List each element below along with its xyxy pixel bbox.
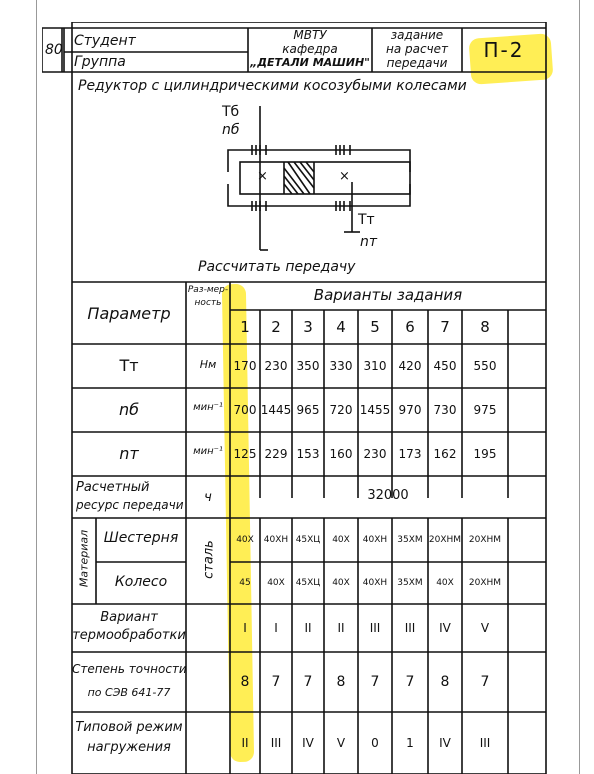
task-code: П-2 <box>483 38 525 62</box>
page-number: 80 <box>45 42 63 58</box>
gear-mark-right: × <box>339 169 350 184</box>
unit-nt: мин⁻¹ <box>193 446 223 457</box>
value-cell: 1455 <box>359 403 391 417</box>
value-cell: 229 <box>264 447 288 461</box>
value-cell: IV <box>439 736 451 750</box>
variant-number-5: 5 <box>370 318 380 336</box>
value-cell: 40ХН <box>263 535 289 545</box>
value-cell: 40Х <box>332 578 350 588</box>
value-cell: 160 <box>329 447 353 461</box>
resource-label-1: Расчетный <box>76 480 150 495</box>
value-cell: 230 <box>363 447 387 461</box>
param-nb: nб <box>118 400 139 419</box>
wheel-label: Колесо <box>114 574 168 590</box>
material-label: Материал <box>77 529 91 588</box>
value-cell: 310 <box>363 359 387 373</box>
value-cell: I <box>243 621 247 635</box>
resource-label-2: ресурс передачи <box>76 498 184 512</box>
unit-header: Раз-мер-ность <box>187 285 229 308</box>
param-nt: nт <box>119 444 139 463</box>
viewer-page-edge-right <box>579 0 580 774</box>
unit-nb: мин⁻¹ <box>193 402 223 413</box>
value-cell: 170 <box>233 359 257 373</box>
value-cell: 173 <box>398 447 422 461</box>
value-cell: 20ХНМ <box>428 535 462 545</box>
variant-number-8: 8 <box>480 318 490 336</box>
value-cell: 7 <box>303 674 313 690</box>
variant-number-7: 7 <box>440 318 450 336</box>
value-cell: III <box>404 621 416 635</box>
param-tt: Тт <box>119 356 139 375</box>
institute-name: МВТУ <box>293 28 327 42</box>
value-cell: 550 <box>473 359 497 373</box>
value-cell: 125 <box>233 447 257 461</box>
value-cell: 7 <box>480 674 490 690</box>
value-cell: 0 <box>371 736 379 750</box>
resource-unit: ч <box>204 490 212 505</box>
value-cell: 8 <box>240 674 250 690</box>
value-cell: 40ХН <box>362 535 388 545</box>
value-cell: 40Х <box>332 535 350 545</box>
task-line-3: передачи <box>386 56 448 70</box>
value-cell: 450 <box>433 359 457 373</box>
viewer-page-edge-left <box>36 0 37 774</box>
value-cell: 20ХНМ <box>468 578 502 588</box>
gear-mark-left: × <box>257 169 268 184</box>
output-speed-label: nт <box>360 234 378 250</box>
value-cell: 975 <box>473 403 497 417</box>
value-cell: 45 <box>239 578 251 588</box>
value-cell: IV <box>302 736 314 750</box>
value-cell: II <box>337 621 345 635</box>
value-cell: III <box>369 621 381 635</box>
group-label: Группа <box>74 54 126 70</box>
value-cell: 1 <box>406 736 414 750</box>
variant-number-1: 1 <box>240 318 250 336</box>
variant-number-6: 6 <box>405 318 415 336</box>
accuracy-label-1: Степень точности <box>72 662 187 676</box>
variants-header: Варианты задания <box>313 286 463 304</box>
value-cell: I <box>274 621 278 635</box>
value-cell: 730 <box>433 403 457 417</box>
value-cell: 970 <box>398 403 422 417</box>
input-torque-label: Тб <box>222 104 240 120</box>
value-cell: 20ХНМ <box>468 535 502 545</box>
resource-value: 32000 <box>367 488 409 503</box>
gear-label: Шестерня <box>103 530 179 546</box>
value-cell: 720 <box>329 403 353 417</box>
student-label: Студент <box>74 33 136 49</box>
value-cell: 230 <box>264 359 288 373</box>
department-line-1: кафедра <box>282 42 338 56</box>
value-cell: 8 <box>336 674 346 690</box>
scheme-title: Редуктор с цилиндрическими косозубыми колесами <box>78 78 467 94</box>
value-cell: III <box>479 736 491 750</box>
load-mode-label-2: нагружения <box>87 740 171 755</box>
unit-tt: Нм <box>199 358 217 371</box>
heat-treatment-label-2: термообработки <box>72 628 186 643</box>
output-torque-label: Тт <box>358 212 375 228</box>
value-cell: 330 <box>329 359 353 373</box>
calc-caption: Рассчитать передачу <box>198 259 356 275</box>
value-cell: 35ХМ <box>397 535 423 545</box>
value-cell: 162 <box>433 447 457 461</box>
value-cell: III <box>270 736 282 750</box>
value-cell: 1445 <box>260 403 292 417</box>
value-cell: 965 <box>296 403 320 417</box>
task-sheet <box>42 22 548 774</box>
value-cell: 700 <box>233 403 257 417</box>
value-cell: 40Х <box>267 578 285 588</box>
param-header: Параметр <box>87 304 171 323</box>
value-cell: 195 <box>473 447 497 461</box>
value-cell: 8 <box>440 674 450 690</box>
accuracy-label-2: по СЭВ 641-77 <box>87 686 171 699</box>
value-cell: 7 <box>271 674 281 690</box>
value-cell: 420 <box>398 359 422 373</box>
value-cell: 7 <box>405 674 415 690</box>
value-cell: II <box>304 621 312 635</box>
value-cell: V <box>336 736 346 750</box>
value-cell: 35ХМ <box>397 578 423 588</box>
load-mode-label-1: Типовой режим <box>75 720 183 735</box>
department-line-2: „ДЕТАЛИ МАШИН" <box>250 56 370 69</box>
value-cell: 45ХЦ <box>295 535 321 545</box>
value-cell: V <box>480 621 490 635</box>
value-cell: 7 <box>370 674 380 690</box>
task-line-1: задание <box>390 28 444 42</box>
value-cell: 350 <box>296 359 320 373</box>
value-cell: 40Х <box>236 535 254 545</box>
task-line-2: на расчет <box>385 42 449 56</box>
value-cell: 153 <box>296 447 320 461</box>
variant-number-2: 2 <box>271 318 281 336</box>
value-cell: 45ХЦ <box>295 578 321 588</box>
steel-label: сталь <box>201 540 217 579</box>
value-cell: II <box>241 736 249 750</box>
variant-number-4: 4 <box>336 318 346 336</box>
variant-number-3: 3 <box>303 318 313 336</box>
value-cell: 40Х <box>436 578 454 588</box>
heat-treatment-label-1: Вариант <box>100 610 158 625</box>
value-cell: 40ХН <box>362 578 388 588</box>
input-speed-label: nб <box>222 122 240 138</box>
value-cell: IV <box>439 621 451 635</box>
